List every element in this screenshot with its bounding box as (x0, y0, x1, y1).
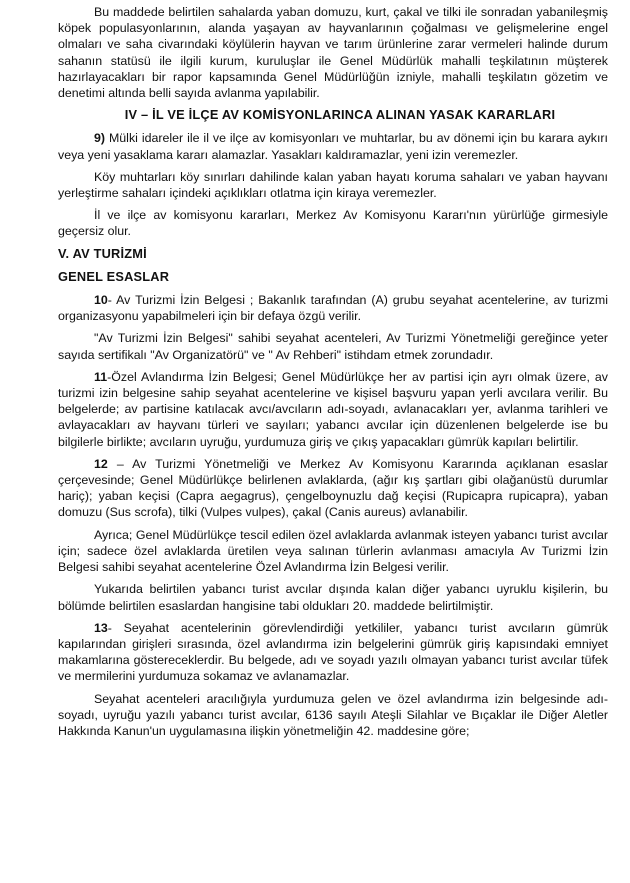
section-heading-iv: IV – İL VE İLÇE AV KOMİSYONLARINCA ALINAN YASAK KARARLARI (124, 107, 556, 123)
paragraph-wild-boar-culling: Bu maddede belirtilen sahalarda yaban domuzu, kurt, çakal ve tilki ile sonradan yabanileşmiş köpek populasyonlarının, alanda yaşayan av hayvanlarının çoğalması ve gelişmelerine engel olmaları ve saha civarındaki köylülerin hayvan ve tarım ürünlerine zarar vermeleri halinde durum sahanın statüsü ile ilgili kurum, kuruluşlar ile Genel Müdürlük mahalli teşkilatının müşterek hazırlayacakları bir rapor kapsamında Genel Müdürlüğün izniyle, mahalli teşkilatın gözetim ve denetimi altında belli sayıda avlanma yapılabilir. (58, 5, 608, 101)
article-number-13: 13 (94, 620, 108, 635)
subheading-general-principles: GENEL ESASLAR (58, 268, 170, 284)
paragraph-article-10b: "Av Turizmi İzin Belgesi" sahibi seyahat acenteleri, Av Turizmi Yönetmeliği gereğince yeter sayıda sertifikalı "Av Organizatörü" ve " Av Rehberi" istihdam etmek zorundadır. (58, 331, 608, 362)
paragraph-article-12b: Ayrıca; Genel Müdürlükçe tescil edilen özel avlaklarda avlanmak isteyen yabancı turist avcılar için; sadece özel avlaklarda üretilen veya salınan türlerin avlanması amacıyla Av Turizmi İzin Belgesi sahibi seyahat acentelerine Özel Avlandırma İzin Belgesi verilir. (58, 527, 608, 575)
paragraph-article-10 (58, 292, 608, 324)
paragraph-village-headmen: Köy muhtarları köy sınırları dahilinde kalan yaban hayatı koruma sahaları ve yaban hayvanı yerleştirme sahaları içindeki açıklıkları otlatma için kiraya veremezler. (58, 169, 608, 201)
article-number-11: 11 (94, 369, 108, 384)
article-13-text: - Seyahat acentelerinin görevlendirdiği yetkililer, yabancı turist avcıların gümrük kapılarından girişleri sırasında, özel avlandırma izin belgelerini gümrük giriş kapısındaki emniyet makamlarına göstereceklerdir. Bu belgede, adı ve soyadı yazılı olmayan yabancı turist avcılar tüfek ve mermilerini yurdumuza sokamaz ve avlanamazlar. (58, 620, 608, 684)
article-number-9: 9) (94, 131, 106, 146)
article-11-text: -Özel Avlandırma İzin Belgesi; Genel Müdürlükçe her av partisi için ayrı olmak üzere, av turizmi izin belgesine sahip seyahat acentelerine ve kişisel başvuru yapan yerli avcılara verilir. Bu belgelerde; av partisine katılacak avcı/avcıların adı-soyadı, avlanacakları yer, avlanma tarihleri ve avlayacakları av hayvanı türleri ve sayıları; yabancı avcılar için düzenlenen belgelerde ise bu bilgilerle birlikte; avcıların uyruğu, yurdumuza giriş ve çıkış yapacakları gümrük kapıları belirtilir. (58, 369, 608, 449)
article-number-12: 12 (94, 456, 108, 471)
paragraph-article-9 (58, 130, 608, 162)
article-9-text: Mülki idareler ile il ve ilçe av komisyonları ve muhtarlar, bu av dönemi için bu karara aykırı veya yeni yasaklama kararı alamazlar. Yasakları kaldıramazlar, yeni izin veremezler. (58, 131, 608, 162)
article-10-text: - Av Turizmi İzin Belgesi ; Bakanlık tarafından (A) grubu seyahat acentelerine, av turizmi organizasyonu yapabilmeleri için bir defaya özgü verilir. (58, 293, 608, 324)
paragraph-article-12 (58, 456, 608, 521)
paragraph-article-13 (58, 620, 608, 685)
paragraph-article-11 (58, 369, 608, 450)
section-heading-v: V. AV TURİZMİ (58, 245, 147, 261)
paragraph-article-12c: Yukarıda belirtilen yabancı turist avcılar dışında kalan diğer yabancı uyruklu kişilerin, bu bölümde belirtilen esaslardan hangisine tabi oldukları 20. maddede belirtilmiştir. (58, 582, 608, 613)
paragraph-commission-decisions: İl ve ilçe av komisyonu kararları, Merkez Av Komisyonu Kararı'nın yürürlüğe girmesiyle geçersiz olur. (58, 208, 608, 239)
article-12-text: – Av Turizmi Yönetmeliği ve Merkez Av Komisyonu Kararında açıklanan esaslar çerçevesinde; Genel Müdürlükçe belirlenen avlaklarda, (ağır kış şartları gibi olağanüstü durumlar hariç); yaban keçisi (Capra aegagrus), çengelboynuzlu dağ keçisi (Rupicapra rupicapra), yaban domuzu (Sus scrofa), tilki (Vulpes vulpes), çakal (Canis aureus) avlanabilir. (58, 456, 608, 520)
article-number-10: 10 (94, 293, 108, 308)
paragraph-travel-agencies: Seyahat acenteleri aracılığıyla yurdumuza gelen ve özel avlandırma izin belgesinde adı- soyadı, uyruğu yazılı yabancı turist avcılar, 6136 sayılı Ateşli Silahlar ve Bıçaklar ile Diğer Aletler Hakkında Kanun'un uygulamasına ilişkin yönetmeliğin 42. maddesine göre; (58, 691, 608, 738)
